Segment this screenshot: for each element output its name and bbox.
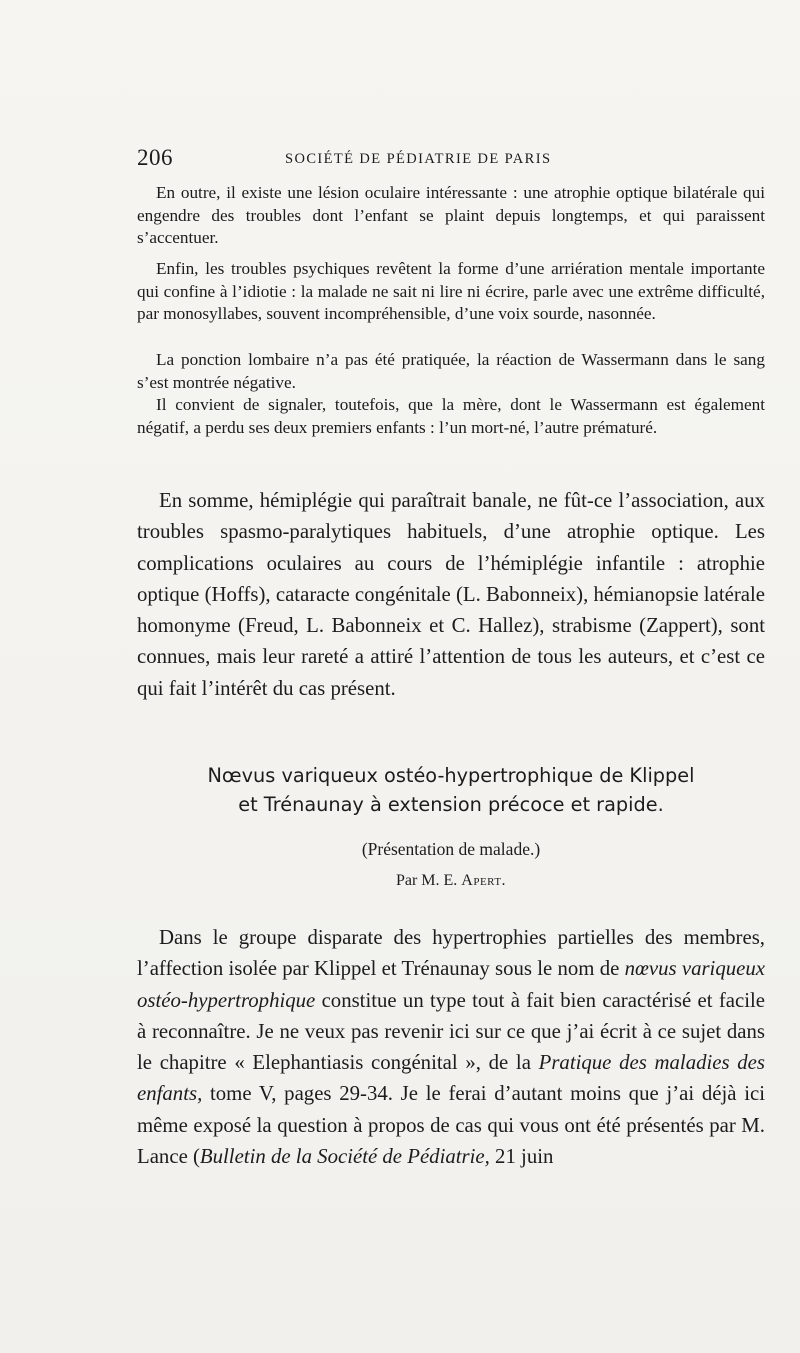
page-number: 206 — [137, 145, 173, 170]
paragraph-lumbar-puncture: La ponction lombaire n’a pas été pratiquée, la réaction de Wassermann dans le sang s’est montrée négative. — [137, 350, 765, 392]
body-text-3: tome V, pages 29-34. Je le ferai d’autant moins que j’ai déjà ici même exposé la question à propos de cas qui vous ont été présentés par M. Lance ( — [137, 1082, 765, 1169]
article-presentation: (Présentation de malade.) — [361, 839, 541, 859]
article-body-paragraph — [137, 922, 765, 1172]
article-author — [137, 872, 765, 890]
article-title-line-2: et Trénaunay à extension précoce et rapide. — [238, 793, 664, 816]
author-prefix: Par M. E. — [395, 872, 462, 889]
body-text-2: constitue un type tout à fait bien caractérisé et facile à reconnaître. Je ne veux pas revenir ici sur ce que j’ai écrit à ce sujet dans le chapitre « Elephantiasis congénital », de la — [137, 988, 765, 1075]
body-text-1: Dans le groupe disparate des hypertrophies partielles des membres, l’affection isolée par Klippel et Trénaunay sous le nom de — [137, 926, 765, 981]
paragraph-ocular-lesion: En outre, il existe une lésion oculaire intéressante : une atrophie optique bilatérale qui engendre des troubles dont l’enfant se plaint depuis longtemps, et qui paraissent s’accentuer. — [137, 183, 765, 248]
paragraph-mother-history: Il convient de signaler, toutefois, que la mère, dont le Wassermann est également négatif, a perdu ses deux premiers enfants : l’un mort-né, l’autre prématuré. — [137, 395, 765, 437]
body-text-4: 21 juin — [489, 1145, 554, 1169]
article-title-line-1: Nœvus variqueux ostéo-hypertrophique de Klippel — [207, 764, 695, 787]
paragraph-psychic-troubles: Enfin, les troubles psychiques revêtent la forme d’une arriération mentale importante qui confine à l’idiotie : la malade ne sait ni lire ni écrire, parle avec une extrême difficulté, par monosyllabes, souvent incompréhensible, d’une voix sourde, nasonnée. — [137, 259, 765, 324]
body-italic-1: nœvus variqueux ostéo-hypertrophique — [137, 957, 765, 1012]
body-italic-2: Pratique des maladies des enfants, — [137, 1051, 766, 1106]
running-title: SOCIÉTÉ DE PÉDIATRIE DE PARIS — [285, 151, 552, 167]
paragraph-conclusion: En somme, hémiplégie qui paraîtrait banale, ne fût-ce l’association, aux troubles spasmo-paralytiques habituels, d’une atrophie optique. Les complications oculaires au cours de l’hémiplégie infantile : atrophie optique (Hoffs), cataracte congénitale (L. Babonneix), hémianopsie latérale homonyme (Freud, L. Babonneix et C. Hallez), strabisme (Zappert), sont connues, mais leur rareté a attiré l’attention de tous les auteurs, et c’est ce qui fait l’intérêt du cas présent. — [137, 489, 765, 700]
body-italic-3: Bulletin de la Société de Pédiatrie, — [199, 1145, 490, 1169]
page-header — [137, 145, 765, 173]
author-name: Apert. — [461, 872, 507, 889]
